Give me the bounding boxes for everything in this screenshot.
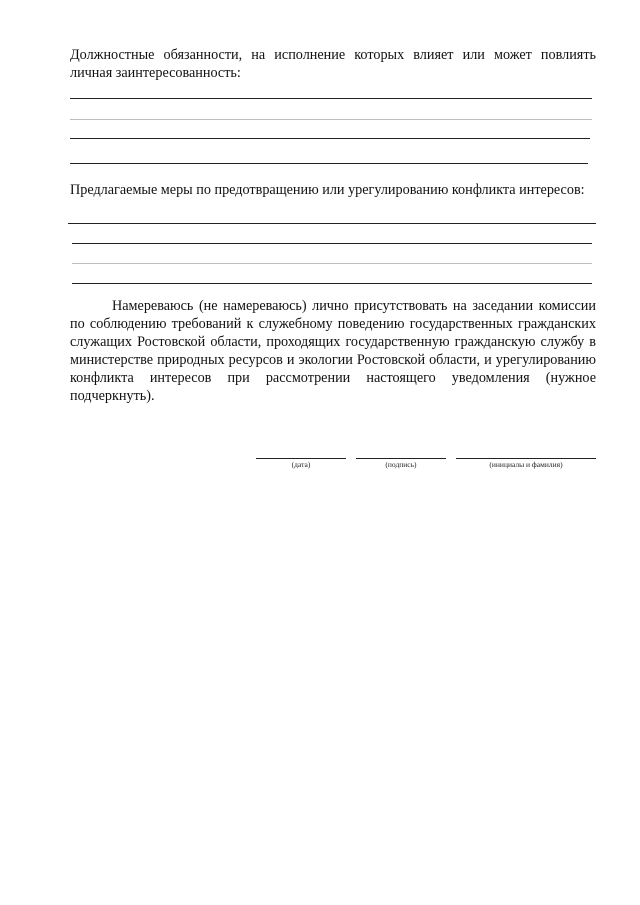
duties-paragraph: Должностные обязанности, на исполнение которых влияет или может повлиять личная заинтересованность: <box>70 47 596 81</box>
measures-line-2 <box>72 243 592 244</box>
duties-line-2 <box>70 119 592 120</box>
date-line <box>256 458 346 459</box>
signature-line <box>356 458 446 459</box>
date-caption: (дата) <box>291 460 311 469</box>
duties-line-4 <box>70 163 588 164</box>
duties-line-1 <box>70 98 592 99</box>
signature-caption: (подпись) <box>385 460 417 469</box>
measures-line-4 <box>72 283 592 284</box>
duties-line-3 <box>70 138 590 139</box>
measures-line-3 <box>72 263 592 264</box>
intent-paragraph: Намереваюсь (не намереваюсь) лично присутствовать на заседании комиссии по соблюдению требований к служебному поведению государственных гражданских служащих Ростовской области, проходящих государственную гражданскую службу в министерстве природных ресурсов и экологии Ростовской области, и урегулированию конфликта интересов при рассмотрении настоящего уведомления (нужное подчеркнуть). <box>70 298 596 404</box>
measures-paragraph: Предлагаемые меры по предотвращению или урегулированию конфликта интересов: <box>70 182 585 198</box>
name-line <box>456 458 596 459</box>
name-caption: (инициалы и фамилия) <box>489 460 563 469</box>
measures-line-1 <box>68 223 596 224</box>
